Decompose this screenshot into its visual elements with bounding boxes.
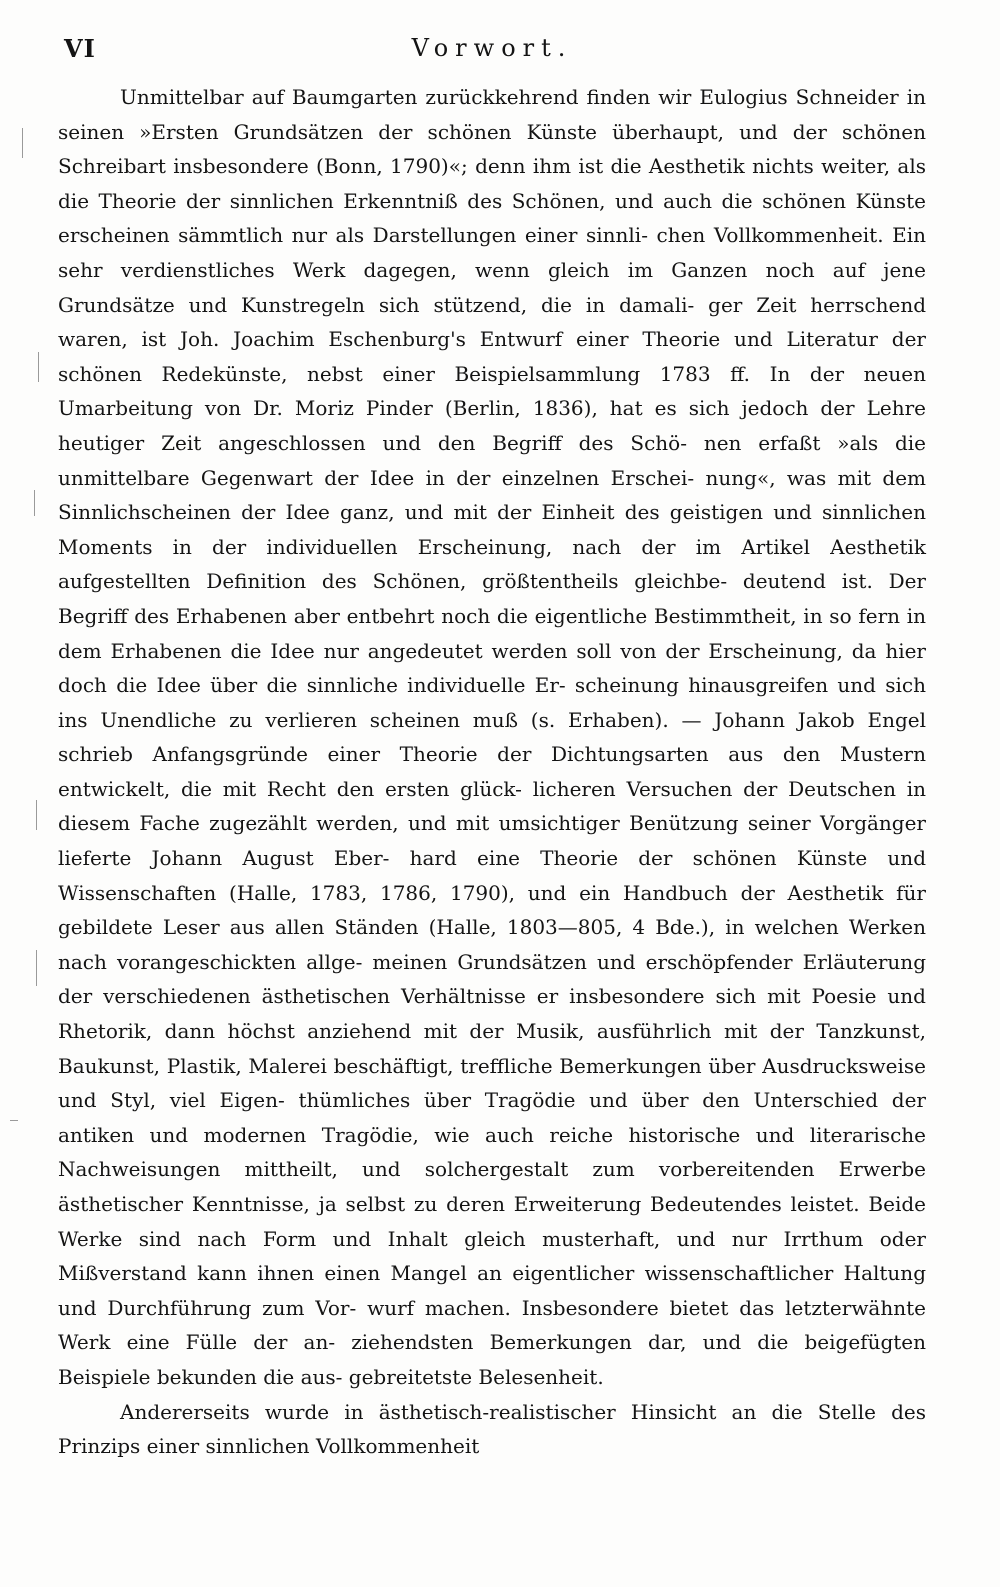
paragraph-2: Andererseits wurde in ästhetisch-realistischer Hinsicht an die Stelle des Prinzips einer sinnlichen Vollkommenheit <box>58 1399 926 1459</box>
margin-mark <box>34 490 35 516</box>
margin-mark <box>36 800 37 830</box>
body-text <box>58 80 926 1464</box>
page-number: VI <box>64 34 96 63</box>
margin-mark <box>22 128 23 158</box>
paragraph-1: Unmittelbar auf Baumgarten zurückkehrend finden wir Eulogius Schneider in seinen »Ersten Grundsätzen der schönen Künste überhaupt, und der schönen Schreibart insbesondere (Bonn, 1790)«; denn ihm ist die Aesthetik nichts weiter, als die Theorie der sinnlichen Erkenntniß des Schönen, und auch die schönen Künste erscheinen sämmtlich nur als Darstellungen einer sinnli- chen Vollkommenheit. Ein sehr verdienstliches Werk dagegen, wenn gleich im Ganzen noch auf jene Grundsätze und Kunstregeln sich stützend, die in damali- ger Zeit herrschend waren, ist Joh. Joachim Eschenburg's Entwurf einer Theorie und Literatur der schönen Redekünste, nebst einer Beispielsammlung 1783 ff. In der neuen Umarbeitung von Dr. Moriz Pinder (Berlin, 1836), hat es sich jedoch der Lehre heutiger Zeit angeschlossen und den Begriff des Schö- nen erfaßt »als die unmittelbare Gegenwart der Idee in der einzelnen Erschei- nung«, was mit dem Sinnlichscheinen der Idee ganz, und mit der Einheit des geistigen und sinnlichen Moments in der individuellen Erscheinung, nach der im Artikel Aesthetik aufgestellten Definition des Schönen, größtentheils gleichbe- deutend ist. Der Begriff des Erhabenen aber entbehrt noch die eigentliche Bestimmtheit, in so fern in dem Erhabenen die Idee nur angedeutet werden soll von der Erscheinung, da hier doch die Idee über die sinnliche individuelle Er- scheinung hinausgreifen und sich ins Unendliche zu verlieren scheinen muß (s. Erhaben). — Johann Jakob Engel schrieb Anfangsgründe einer Theorie der Dichtungsarten aus den Mustern entwickelt, die mit Recht den ersten glück- licheren Versuchen der Deutschen in diesem Fache zugezählt werden, und mit umsichtiger Benützung seiner Vorgänger lieferte Johann August Eber- hard eine Theorie der schönen Künste und Wissenschaften (Halle, 1783, 1786, 1790), und ein Handbuch der Aesthetik für gebildete Leser aus allen Ständen (Halle, 1803—805, 4 Bde.), in welchen Werken nach vorangeschickten allge- meinen Grundsätzen und erschöpfender Erläuterung der verschiedenen ästhetischen Verhältnisse er insbesondere sich mit Poesie und Rhetorik, dann höchst anziehend mit der Musik, ausführlich mit der Tanzkunst, Baukunst, Plastik, Malerei beschäftigt, treffliche Bemerkungen über Ausdrucksweise und Styl, viel Eigen- thümliches über Tragödie und über den Unterschied der antiken und modernen Tragödie, wie auch reiche historische und literarische Nachweisungen mittheilt, und solchergestalt zum vorbereitenden Erwerbe ästhetischer Kenntnisse, ja selbst zu deren Erweiterung Bedeutendes leistet. Beide Werke sind nach Form und Inhalt gleich musterhaft, und nur Irrthum oder Mißverstand kann ihnen einen Mangel an eigentlicher wissenschaftlicher Haltung und Durchführung zum Vor- wurf machen. Insbesondere bietet das letzterwähnte Werk eine Fülle der an- ziehendsten Bemerkungen dar, und die beigefügten Beispiele bekunden die aus- gebreitetste Belesenheit. <box>58 85 926 1389</box>
margin-mark <box>10 1120 18 1121</box>
margin-mark <box>36 950 37 986</box>
margin-mark <box>38 352 39 382</box>
page-header <box>52 30 932 70</box>
running-title: Vorwort. <box>411 34 573 62</box>
